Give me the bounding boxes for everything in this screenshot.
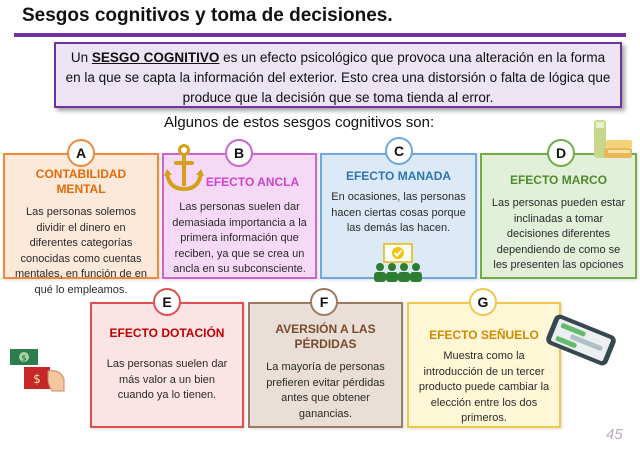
badge-e: E [153, 288, 181, 316]
card-title: CONTABILIDAD MENTAL [35, 167, 127, 196]
card-contabilidad-mental [3, 153, 159, 296]
card-title: EFECTO MARCO [509, 173, 608, 187]
subtitle: Algunos de estos sesgos cognitivos son: [164, 114, 435, 131]
svg-text:$: $ [21, 353, 27, 363]
page-title: Sesgos cognitivos y toma de decisiones. [22, 5, 393, 26]
card-text: Las personas suelen dar más valor a un bien cuando ya lo tienen. [106, 358, 228, 401]
title-divider [14, 33, 626, 37]
card-text: En ocasiones, las personas hacen ciertas cosas porque las demás las hacen. [331, 191, 466, 234]
badge-c: C [385, 137, 413, 165]
definition-term: SESGO COGNITIVO [91, 50, 220, 65]
card-title: AVERSIÓN A LAS PÉRDIDAS [275, 322, 376, 351]
card-text: Las personas suelen dar demasiada importancia a la primera información que reciben, ya que se crea un ancla en su subconsciente. [172, 201, 307, 275]
anchor-icon [163, 143, 205, 195]
definition-prefix: Un [70, 50, 92, 65]
card-text: Muestra como la introducción de un tercer producto puede cambiar la elección entre los dos primeros. [418, 350, 550, 424]
card-title: EFECTO SEÑUELO [429, 328, 539, 342]
badge-d: D [547, 139, 575, 167]
definition-text: es un efecto psicológico que provoca una alteración en la forma en la que se capta la información del exterior. Esto crea una distorsión o falta de lógica que produce que la decisión que se toma tienda al error. [65, 50, 611, 105]
card-title: EFECTO MANADA [345, 169, 452, 183]
card-efecto-marco [480, 153, 637, 279]
card-text: Las personas pueden estar inclinadas a tomar decisiones diferentes dependiendo de como se les presenten las opciones [491, 197, 626, 271]
smartphone-icon [540, 314, 622, 366]
page-number: 45 [606, 426, 623, 443]
badge-g: G [469, 288, 497, 316]
badge-f: F [310, 288, 338, 316]
badge-b: B [225, 139, 253, 167]
card-efecto-dotacion [90, 302, 244, 428]
badge-a: A [67, 139, 95, 167]
products-icon [588, 118, 634, 162]
card-title: EFECTO ANCLA [205, 175, 300, 189]
card-aversion-perdidas [248, 302, 403, 428]
card-text: Las personas solemos dividir el dinero en diferentes categorías conocidas como cuentas mentales, en función de en qué lo empleamos. [14, 206, 148, 296]
card-title: EFECTO DOTACIÓN [109, 326, 225, 340]
card-text: La mayoría de personas prefieren evitar pérdidas antes que obtener ganancias. [266, 361, 385, 420]
definition-box [54, 42, 622, 108]
crowd-vote-icon [372, 240, 424, 284]
card-efecto-senuelo [407, 302, 561, 428]
money-hand-icon [8, 345, 68, 395]
svg-text:$: $ [33, 372, 41, 386]
